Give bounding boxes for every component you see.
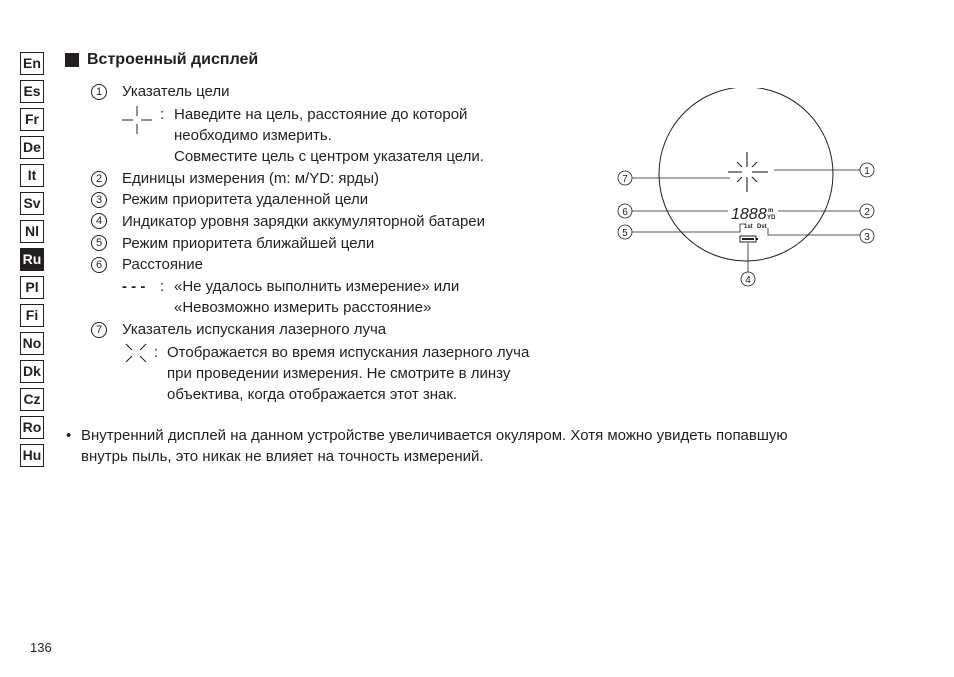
language-tab-hu[interactable]: Hu [20,444,44,467]
section-heading [65,51,258,69]
item-7-desc-line-2: при проведении измерения. Не смотрите в линзу [167,365,511,382]
callout-number-1: 1 [91,84,107,100]
language-tab-nl[interactable]: Nl [20,220,44,243]
item-6-label: Расстояние [122,256,204,273]
diagram-callout-2: 2 [864,207,870,218]
section-title: Встроенный дисплей [87,51,259,68]
item-5-label: Режим приоритета ближайшей цели [122,235,375,252]
item-6-dashes: - - - [122,278,146,295]
language-tab-de[interactable]: De [20,136,44,159]
language-tab-cz[interactable]: Cz [20,388,44,411]
language-tab-en[interactable]: En [20,52,44,75]
target-pointer-mark [728,152,768,192]
item-6-colon: : [160,278,165,295]
note-line-2: внутрь пыль, это никак не влияет на точность измерений. [81,448,484,465]
unit-m-label: m [768,208,774,214]
diagram-callout-4: 4 [745,275,751,286]
first-priority-label: 1st [744,224,753,230]
diagram-callout-5: 5 [622,228,628,239]
item-1-desc-line-2: необходимо измерить. [174,127,332,144]
item-1-desc-line-3: Совместите цель с центром указателя цели. [174,148,484,165]
callout-number-4: 4 [91,213,107,229]
internal-display-diagram [610,88,885,298]
item-7-desc-line-3: объектива, когда отображается этот знак. [167,386,458,403]
item-3-label: Режим приоритета удаленной цели [122,191,369,208]
language-tab-es[interactable]: Es [20,80,44,103]
item-7-label: Указатель испускания лазерного луча [122,321,387,338]
language-tab-it[interactable]: It [20,164,44,187]
callout-number-6: 6 [91,257,107,273]
item-4-label: Индикатор уровня зарядки аккумуляторной батареи [122,213,486,230]
callout-number-5: 5 [91,235,107,251]
language-tab-fi[interactable]: Fi [20,304,44,327]
item-7-colon: : [154,344,159,361]
language-tab-fr[interactable]: Fr [20,108,44,131]
diagram-callout-6: 6 [622,207,628,218]
language-tab-pl[interactable]: Pl [20,276,44,299]
battery-level-fill [742,238,754,240]
language-tabs [20,52,44,472]
callout-number-7: 7 [91,322,107,338]
note-bullet: • [66,427,72,444]
item-6-desc-line-2: «Невозможно измерить расстояние» [174,299,432,316]
language-tab-ro[interactable]: Ro [20,416,44,439]
battery-terminal [756,238,758,240]
language-tab-no[interactable]: No [20,332,44,355]
note-line-1: Внутренний дисплей на данном устройстве увеличивается окуляром. Хотя можно увидеть попавшую [81,427,788,444]
laser-emission-icon [124,342,148,364]
diagram-callout-3: 3 [864,232,870,243]
unit-yd-label: YD [767,215,776,221]
language-tab-sv[interactable]: Sv [20,192,44,215]
item-6-desc-line-1: «Не удалось выполнить измерение» или [174,278,460,295]
callout-number-2: 2 [91,171,107,187]
language-tab-ru[interactable]: Ru [20,248,44,271]
item-7-desc-line-1: Отображается во время испускания лазерного луча [167,344,530,361]
item-2-label: Единицы измерения (m: м/YD: ярды) [122,170,380,187]
target-pointer-icon [122,106,152,134]
display-diagram-svg [610,88,885,293]
language-tab-dk[interactable]: Dk [20,360,44,383]
item-1-desc-line-1: Наведите на цель, расстояние до которой [174,106,468,123]
diagram-callout-1: 1 [864,166,870,177]
item-1-colon: : [160,106,165,123]
distant-priority-label: Dst [757,224,767,230]
diagram-callout-7: 7 [622,174,628,185]
item-1-label: Указатель цели [122,83,230,100]
heading-square-icon [65,53,79,67]
callout-number-3: 3 [91,192,107,208]
distance-digits: 1888 [731,206,767,223]
page-number: 136 [30,640,52,655]
